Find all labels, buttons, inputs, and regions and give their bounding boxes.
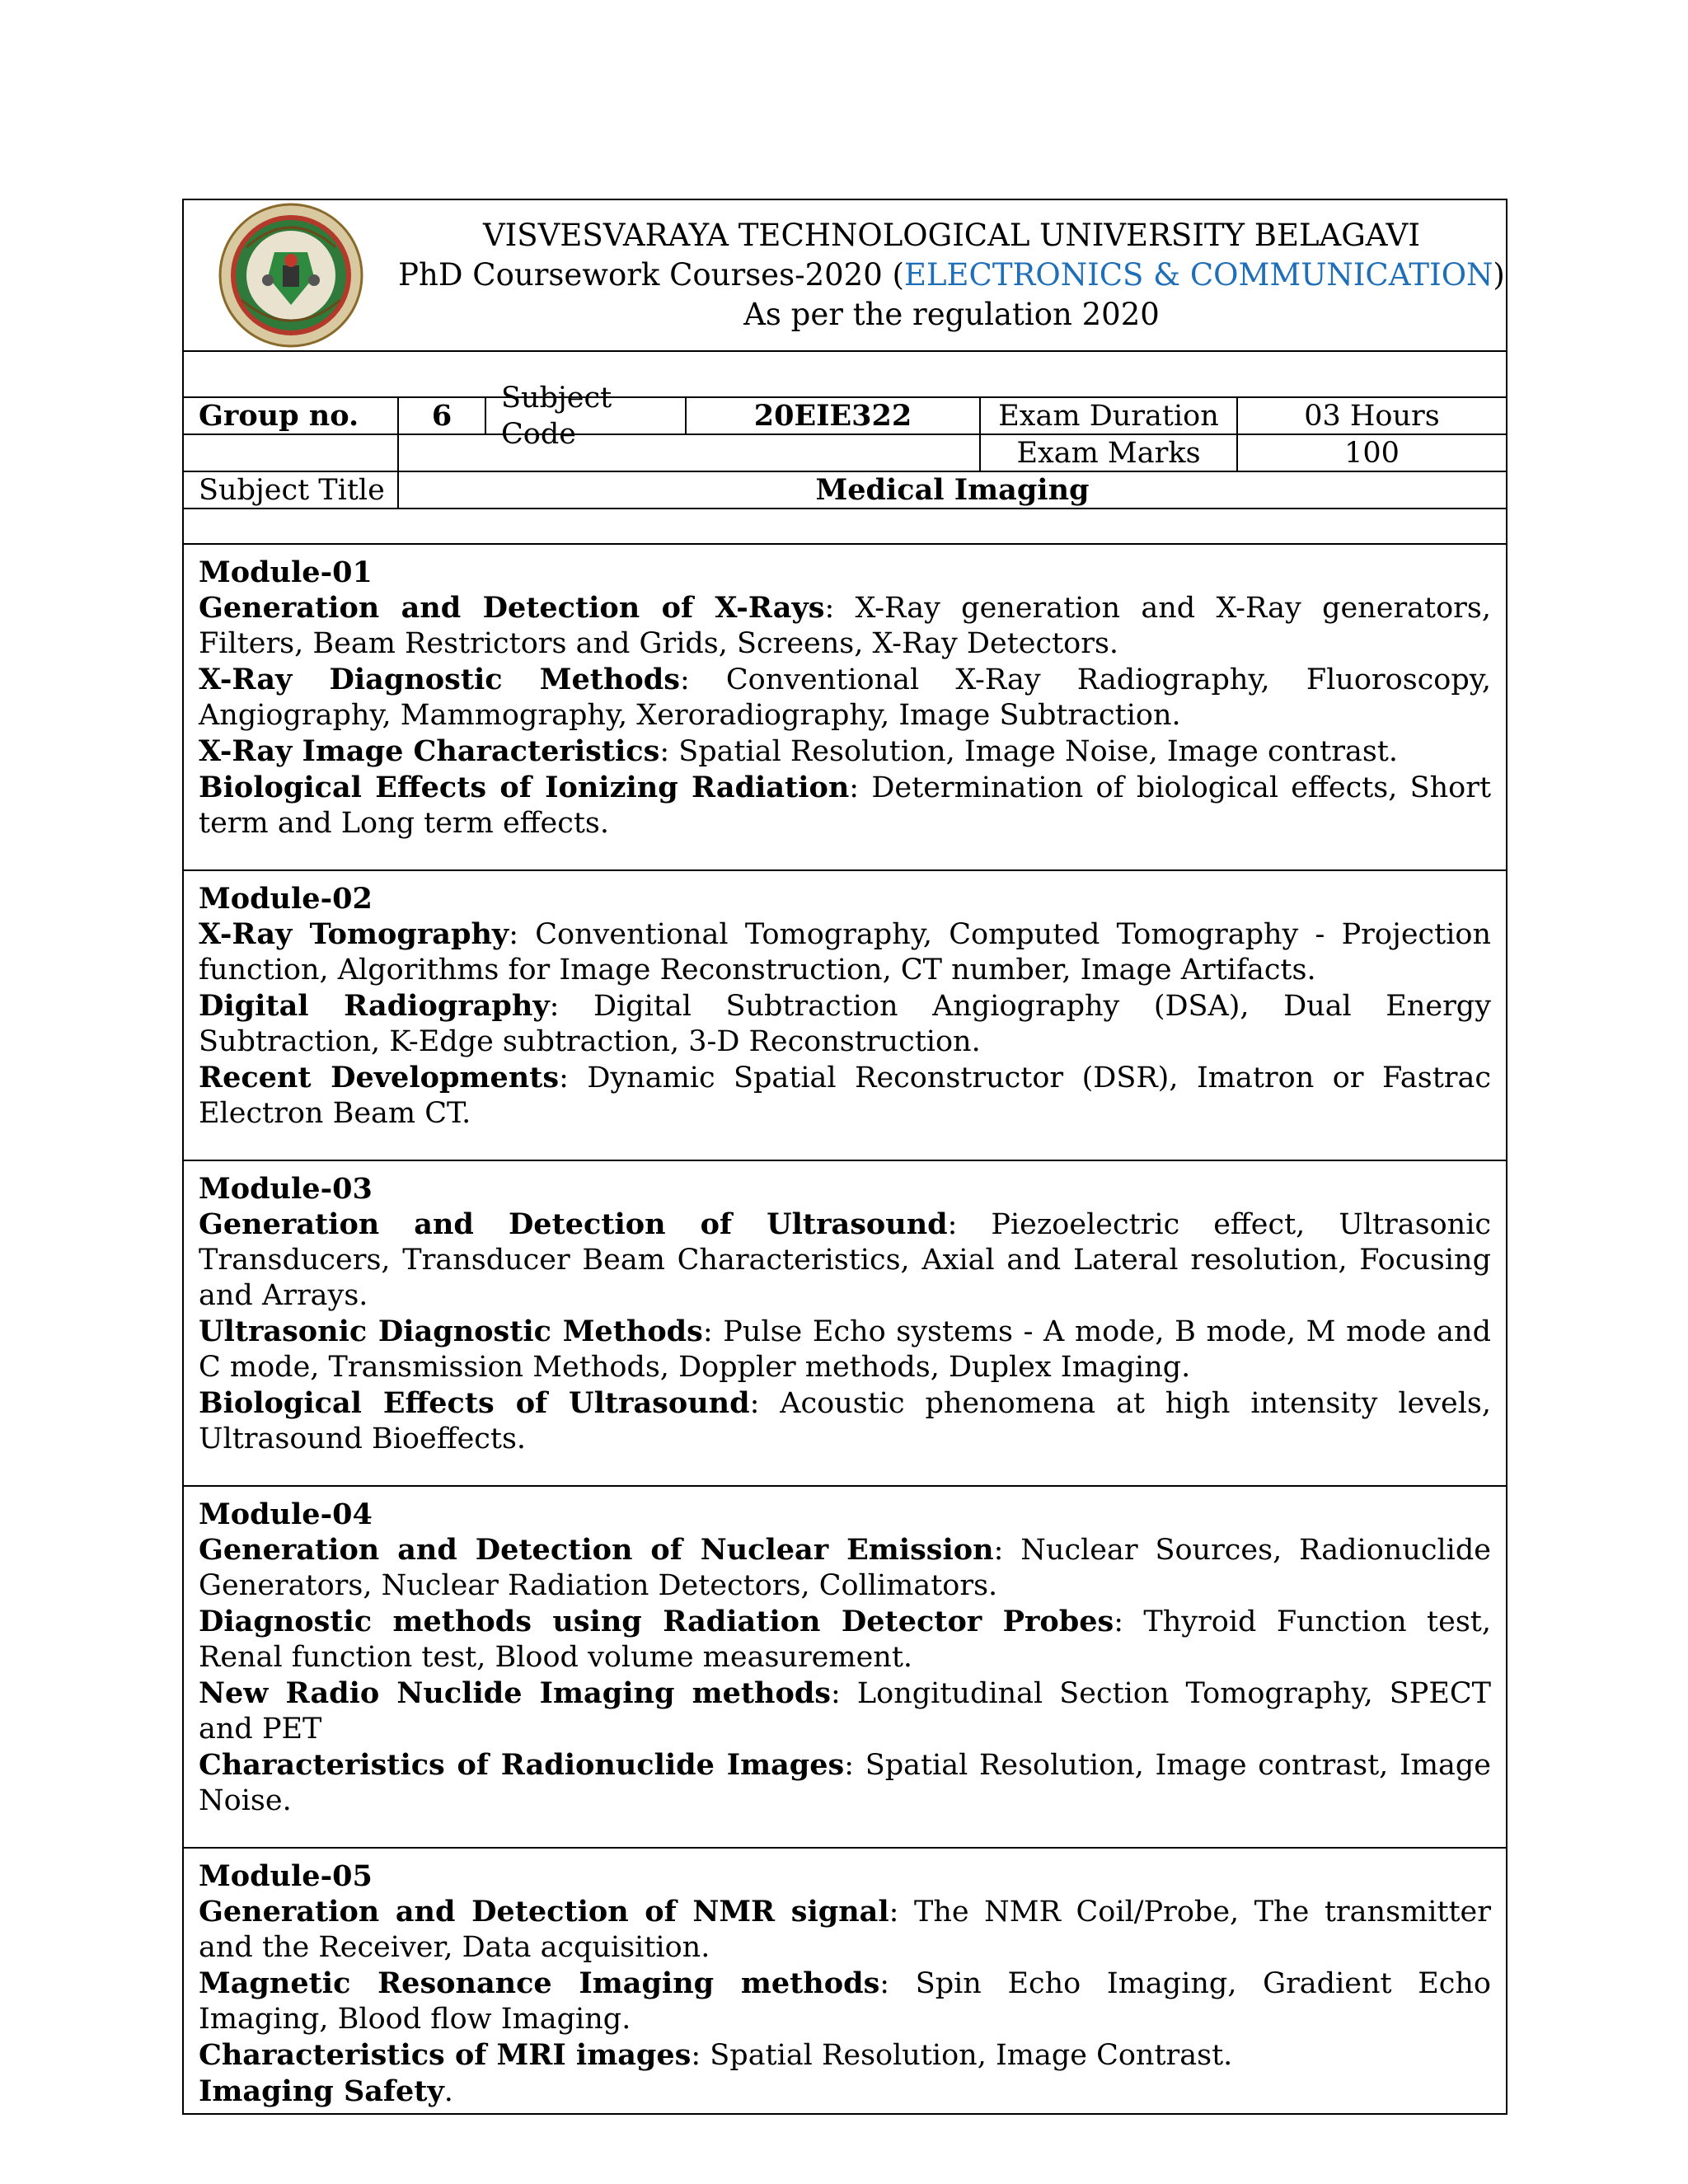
module-title: Module-02	[199, 882, 373, 916]
topic: Recent Developments: Dynamic Spatial Reconstructor (DSR), Imatron or Fastrac Electron Beam CT.	[199, 1061, 1491, 1130]
topic: Generation and Detection of Nuclear Emission: Nuclear Sources, Radionuclide Generators, Nuclear Radiation Detectors, Collimators.	[199, 1533, 1491, 1602]
exam-duration-value: 03 Hours	[1236, 398, 1506, 434]
topic: Diagnostic methods using Radiation Detector Probes: Thyroid Function test, Renal function test, Blood volume measurement.	[199, 1605, 1491, 1674]
empty-row	[184, 508, 1506, 543]
module-02	[184, 871, 1506, 1160]
university-logo	[184, 200, 397, 350]
regulation-line: As per the regulation 2020	[743, 297, 1160, 332]
module-title: Module-03	[199, 1172, 373, 1206]
course-line: PhD Coursework Courses-2020 (ELECTRONICS & COMMUNICATION)	[398, 257, 1505, 293]
topic: Generation and Detection of NMR signal: The NMR Coil/Probe, The transmitter and the Receiver, Data acquisition.	[199, 1895, 1491, 1964]
group-label: Group no.	[199, 398, 359, 433]
group-value: 6	[397, 398, 485, 434]
empty-row	[184, 350, 1506, 396]
topic: Characteristics of Radionuclide Images: Spatial Resolution, Image contrast, Image Noise.	[199, 1748, 1491, 1817]
empty-cell	[397, 435, 979, 471]
subject-code-value: 20EIE322	[685, 398, 979, 434]
topic: X-Ray Image Characteristics: Spatial Resolution, Image Noise, Image contrast.	[199, 734, 1398, 768]
university-seal-icon	[217, 201, 365, 349]
topic: Biological Effects of Ultrasound: Acoustic phenomena at high intensity levels, Ultrasound Bioeffects.	[199, 1386, 1491, 1455]
topic: Generation and Detection of X-Rays: X-Ray generation and X-Ray generators, Filters, Beam Restrictors and Grids, Screens, X-Ray Detectors.	[199, 591, 1491, 660]
topic: Ultrasonic Diagnostic Methods: Pulse Echo systems - A mode, B mode, M mode and C mode, Transmission Methods, Doppler methods, Duplex Imaging.	[199, 1315, 1491, 1384]
header-row	[184, 200, 1506, 350]
syllabus-table	[182, 199, 1507, 2115]
empty-cell	[184, 435, 397, 471]
subject-code-label: Subject Code	[485, 398, 685, 434]
module-row	[184, 869, 1506, 1160]
exam-marks-label: Exam Marks	[979, 435, 1236, 471]
subject-title-label: Subject Title	[199, 473, 385, 507]
module-03	[184, 1161, 1506, 1485]
topic: X-Ray Diagnostic Methods: Conventional X-Ray Radiography, Fluoroscopy, Angiography, Mammography, Xeroradiography, Image Subtraction.	[199, 663, 1491, 732]
info-row-1	[184, 381, 1506, 451]
module-title: Module-04	[199, 1497, 373, 1531]
topic: Digital Radiography: Digital Subtraction Angiography (DSA), Dual Energy Subtraction, K-Edge subtraction, 3-D Reconstruction.	[199, 989, 1491, 1058]
subject-title-row	[184, 471, 1506, 508]
exam-duration-label: Exam Duration	[979, 398, 1236, 434]
topic: Biological Effects of Ionizing Radiation: Determination of biological effects, Short term and Long term effects.	[199, 771, 1492, 840]
module-row	[184, 1160, 1506, 1485]
subject-title-value: Medical Imaging	[397, 472, 1506, 508]
topic: Magnetic Resonance Imaging methods: Spin Echo Imaging, Gradient Echo Imaging, Blood flow Imaging.	[199, 1966, 1491, 2036]
topic: X-Ray Tomography: Conventional Tomography, Computed Tomography - Projection function, Algorithms for Image Reconstruction, CT number, Image Artifacts.	[199, 917, 1492, 987]
topic: Imaging Safety.	[199, 2074, 453, 2108]
module-row	[184, 1847, 1506, 2113]
topic: Generation and Detection of Ultrasound: Piezoelectric effect, Ultrasonic Transducers, Transducer Beam Characteristics, Axial and Lateral resolution, Focusing and Arrays.	[199, 1207, 1492, 1312]
module-01	[184, 545, 1506, 869]
department-name: ELECTRONICS & COMMUNICATION	[903, 257, 1493, 293]
info-row-2	[184, 434, 1506, 471]
header-titles	[397, 200, 1506, 350]
module-row	[184, 1485, 1506, 1847]
module-05	[184, 1849, 1506, 2113]
university-name: VISVESVARAYA TECHNOLOGICAL UNIVERSITY BELAGAVI	[482, 218, 1421, 253]
module-title: Module-05	[199, 1859, 373, 1893]
exam-marks-value: 100	[1236, 435, 1506, 471]
module-title: Module-01	[199, 555, 373, 589]
topic: New Radio Nuclide Imaging methods: Longitudinal Section Tomography, SPECT and PET	[199, 1676, 1491, 1746]
topic: Characteristics of MRI images: Spatial Resolution, Image Contrast.	[199, 2038, 1233, 2072]
module-04	[184, 1487, 1506, 1847]
module-row	[184, 543, 1506, 869]
